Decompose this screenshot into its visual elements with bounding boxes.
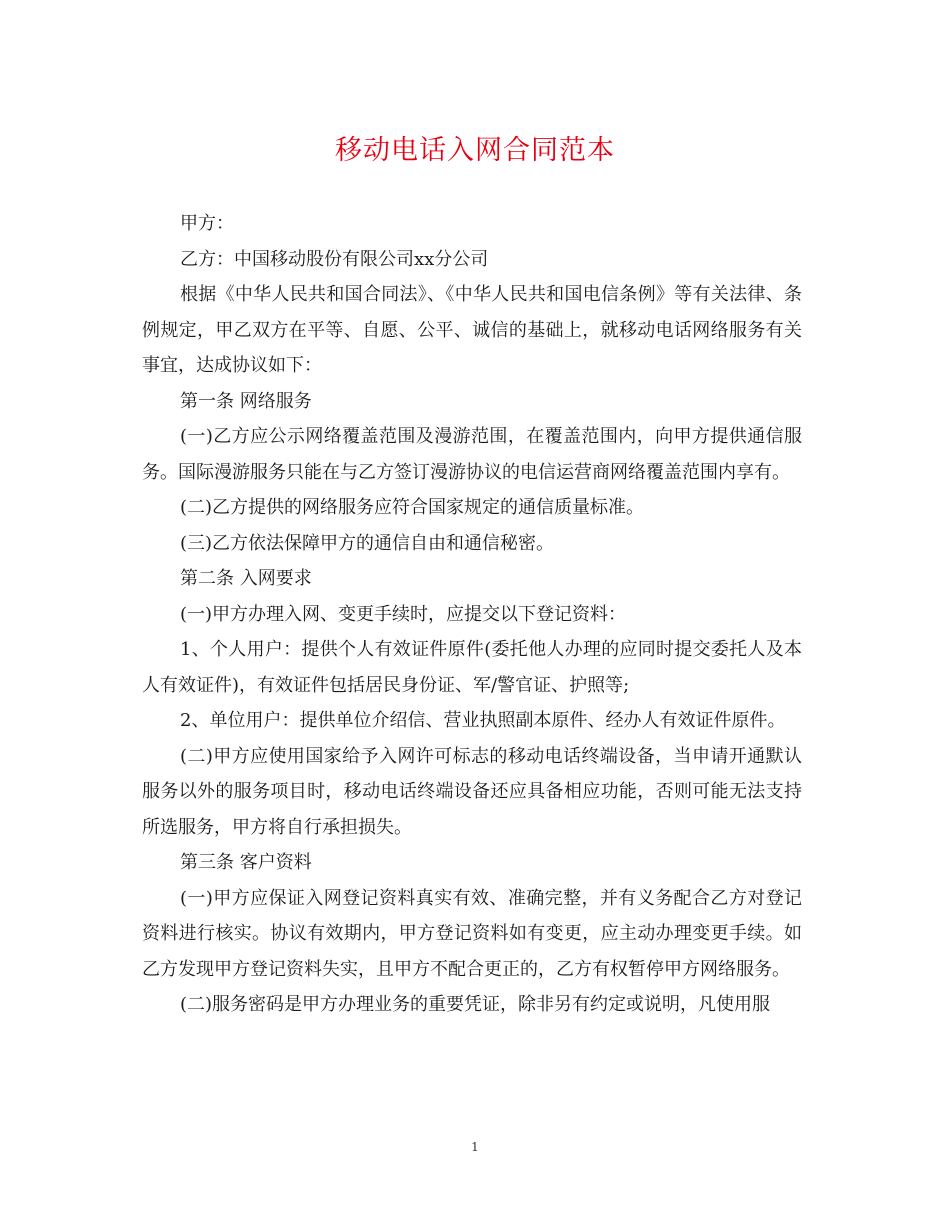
paragraph-party-b: 乙方：中国移动股份有限公司xx分公司 [180, 248, 489, 270]
paragraph-article-1-item-2: (二)乙方提供的网络服务应符合国家规定的通信质量标准。 [180, 497, 645, 518]
paragraph-article-3-item-1: (一)甲方应保证入网登记资料真实有效、准确完整，并有义务配合乙方对登记资料进行核实。协议有效期内，甲方登记资料如有变更，应主动办理变更手续。如乙方发现甲方登记资料失实，且甲方不配合更正的，乙方有权暂停甲方网络服务。 [142, 887, 802, 980]
paragraph-party-a: 甲方： [180, 213, 234, 234]
paragraph-individual-users: 1、个人用户：提供个人有效证件原件(委托他人办理的应同时提交委托人及本人有效证件)，有效证件包括居民身份证、军/警官证、护照等; [142, 639, 802, 696]
paragraph-article-2-item-1: (一)甲方办理入网、变更手续时，应提交以下登记资料： [180, 603, 627, 625]
paragraph-article-2-item-2: (二)甲方应使用国家给予入网许可标志的移动电话终端设备，当申请开通默认服务以外的服务项目时，移动电话终端设备还应具备相应功能，否则可能无法支持所选服务，甲方将自行承担损失。 [142, 745, 802, 838]
heading-article-2: 第二条 入网要求 [180, 568, 312, 589]
paragraph-article-1-item-3: (三)乙方依法保障甲方的通信自由和通信秘密。 [180, 532, 555, 554]
paragraph-article-3-item-2: (二)服务密码是甲方办理业务的重要凭证，除非另有约定或说明，凡使用服 [180, 994, 771, 1015]
heading-article-3: 第三条 客户资料 [180, 852, 312, 873]
paragraph-corporate-users: 2、单位用户：提供单位介绍信、营业执照副本原件、经办人有效证件原件。 [180, 710, 786, 731]
paragraph-preamble: 根据《中华人民共和国合同法》、《中华人民共和国电信条例》等有关法律、条例规定，甲乙双方在平等、自愿、公平、诚信的基础上，就移动电话网络服务有关事宜，达成协议如下： [142, 284, 802, 376]
document-title: 移动电话入网合同范本 [335, 135, 615, 166]
paragraph-article-1-item-1: (一)乙方应公示网络覆盖范围及漫游范围，在覆盖范围内，向甲方提供通信服务。国际漫游服务只能在与乙方签订漫游协议的电信运营商网络覆盖范围内享有。 [142, 426, 802, 483]
heading-article-1: 第一条 网络服务 [180, 390, 312, 412]
page-number: 1 [471, 1140, 479, 1154]
document-body [142, 206, 802, 1023]
